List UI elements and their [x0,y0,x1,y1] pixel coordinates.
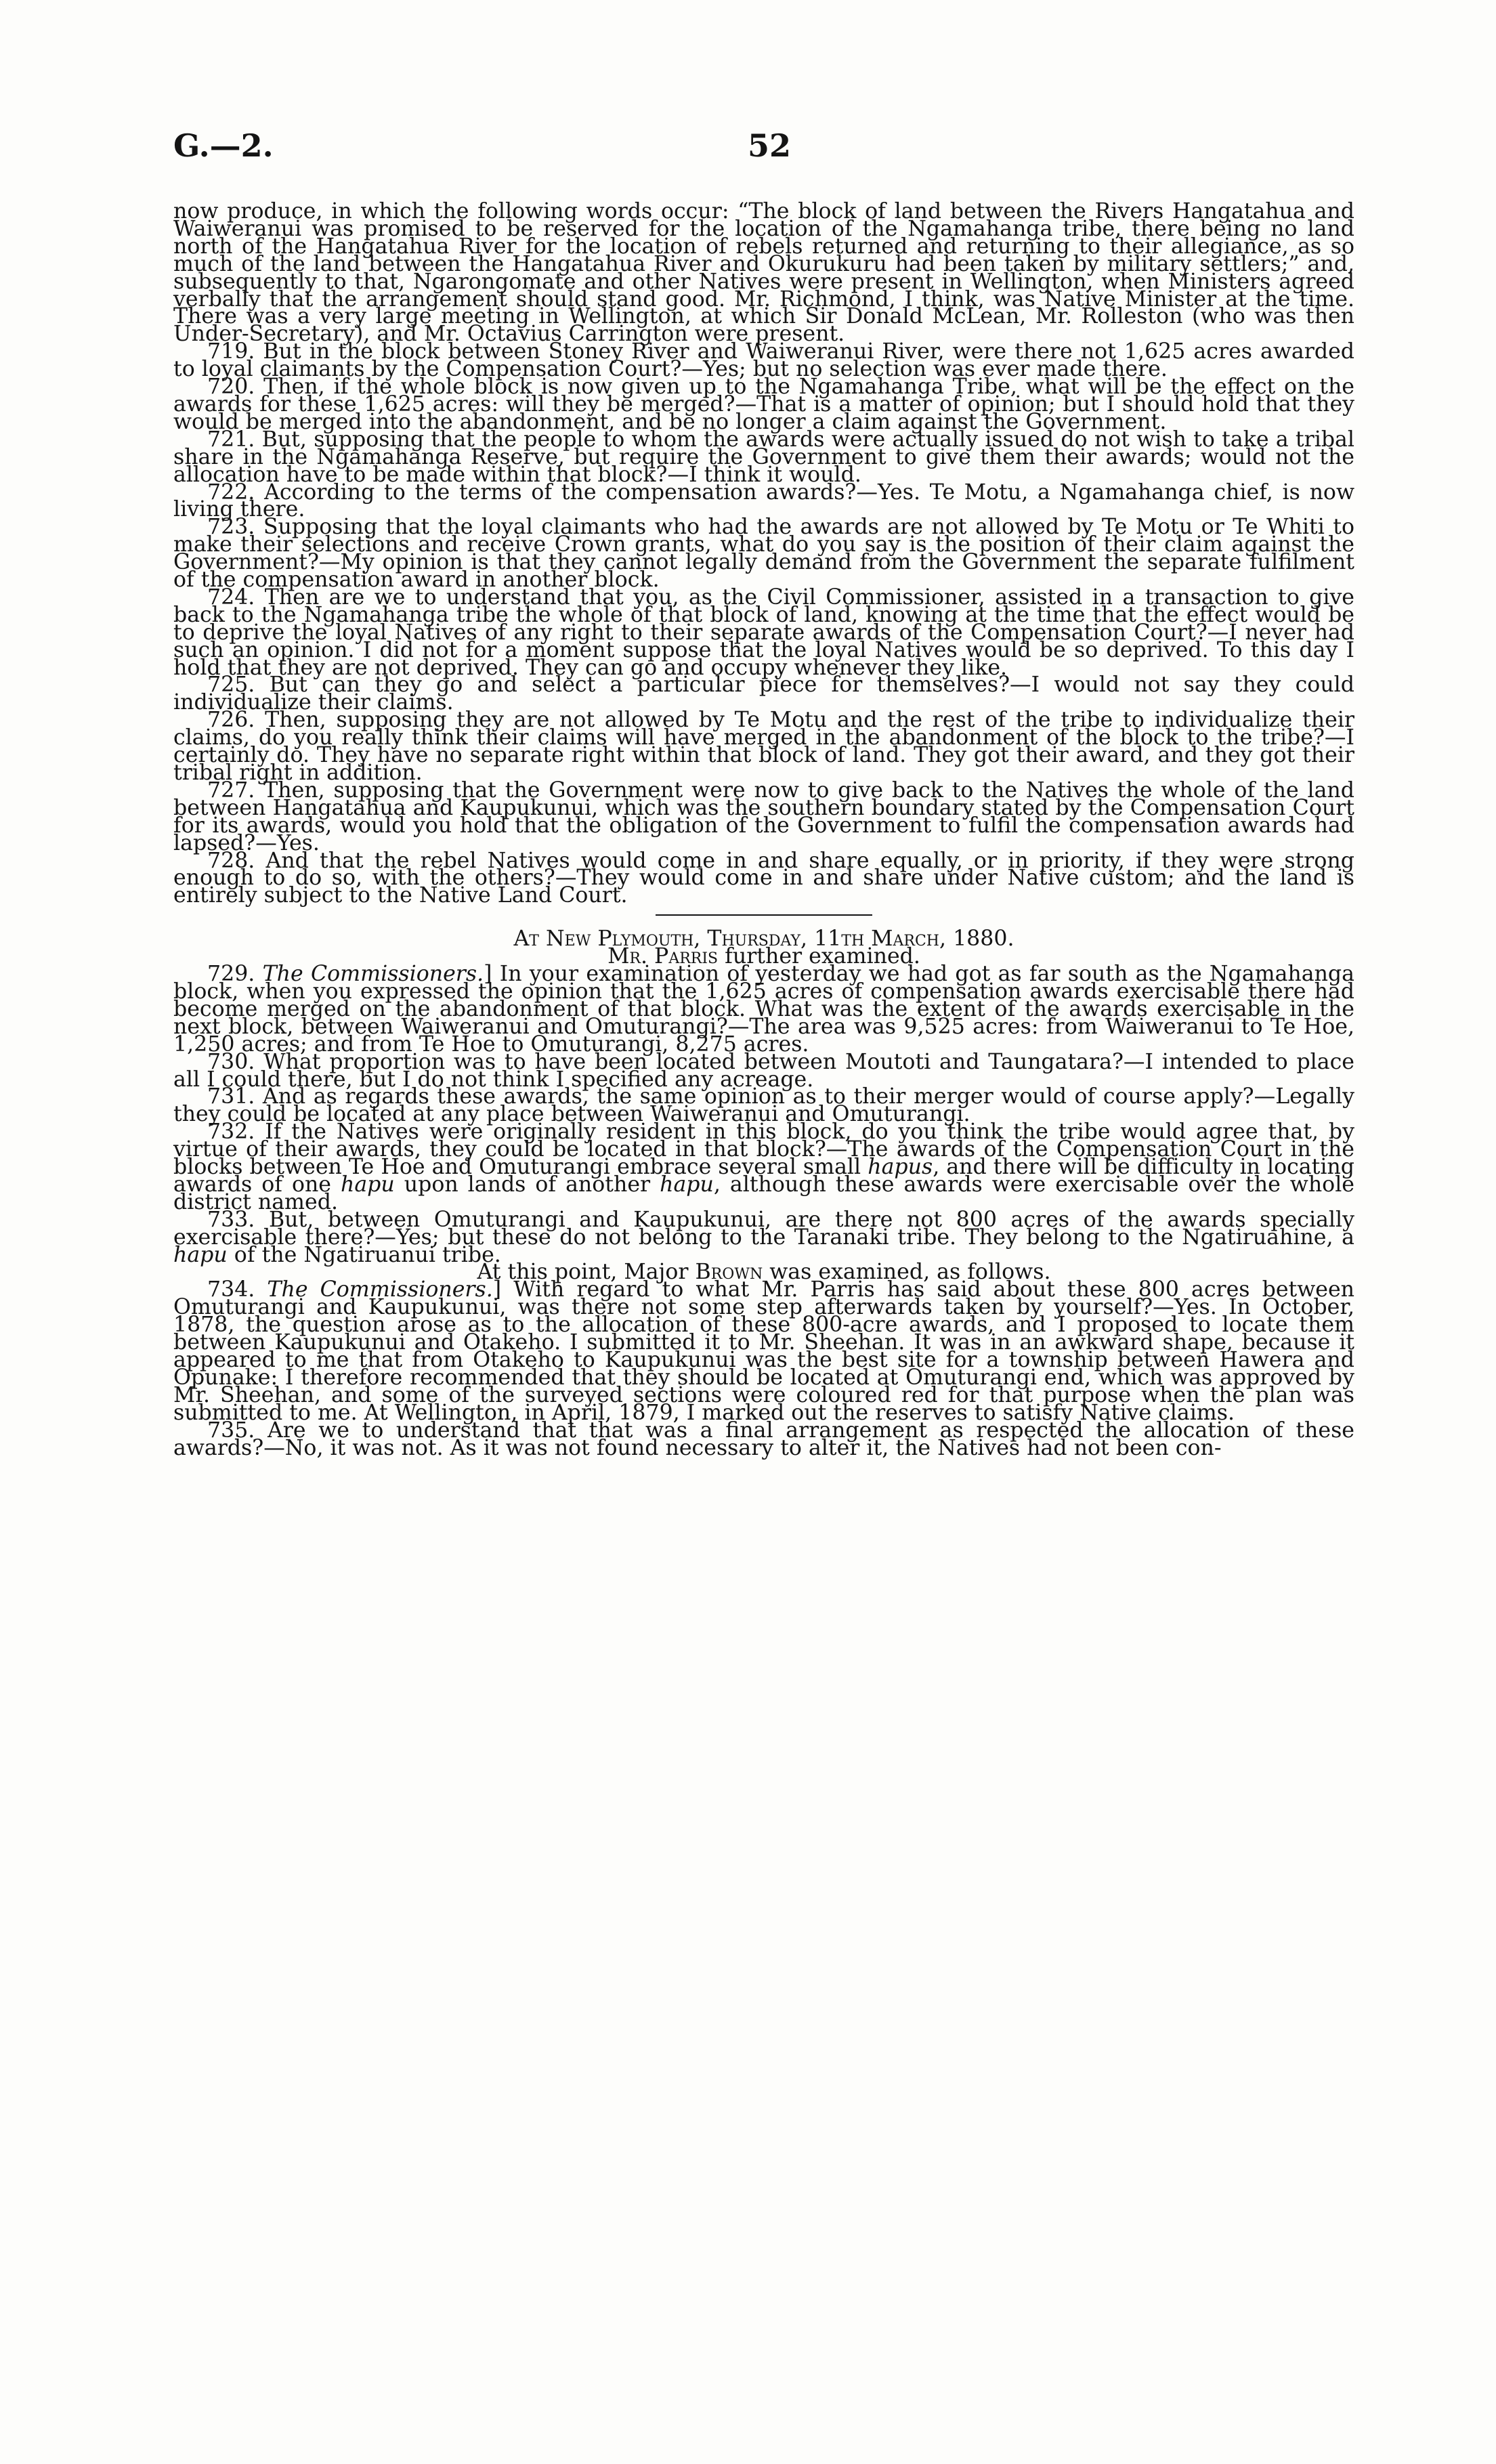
question-725: 725. But can they go and select a particular piece for themselves?—I would not say they could individualize their claims. [173,673,1354,715]
question-726: 726. Then, supposing they are not allowed by Te Motu and the rest of the tribe to individualize their claims, do you really think their claims will have merged in the abandonment of the block to the tribe?—I certainly do. They have no separate right within that block of land. They got their award, and they got their tribal right in addition. [173,708,1354,785]
speaker-label: The Commissioners. [267,1277,493,1302]
speaker-label: The Commissioners. [262,962,484,987]
question-text: 733. But, between Omuturangi and Kaupukunui, are there not 800 acres of the awards specially exercisable there?—Yes; but these do not belong to the Taranaki tribe. They belong to the Ngatiruahine, a [173,1207,1354,1250]
examination-suffix: further examined. [718,944,920,969]
question-text: , and there will be difficulty in locating awards of one [173,1155,1354,1197]
question-729 [173,962,1354,1057]
question-text: ] In your examination of yesterday we had got as far south as the Ngamahanga block, when you expressed the opinion that the 1,625 acres of compensation awards exercisable there had become merged on the abandonment of that block. What was the extent of the awards exercisable in the next block, between Waiweranui and Omuturangi?—The area was 9,525 acres: from Waiweranui to Te Hoe, 1,250 acres; and from Te Hoe to Omuturangi, 8,275 acres. [173,962,1354,1057]
italic-term: hapu [341,1172,395,1197]
italic-term: hapus [868,1155,933,1180]
question-text: of the Ngatiruanui tribe. [227,1242,501,1267]
document-reference: G.—2. [173,127,274,164]
question-text: , although these awards were exercisable over the whole district named. [173,1172,1354,1214]
question-722: 722. According to the terms of the compensation awards?—Yes. Te Motu, a Ngamahanga chief, is now living there. [173,480,1354,522]
interjection-suffix: was examined, as follows. [763,1260,1051,1285]
question-727: 727. Then, supposing that the Government were now to give back to the Natives the whole of the land between Hangatahua and Kaupukunui, which was the southern boundary stated by the Compensation Court for its awards, would you hold that the obligation of the Government to fulfil the compensation awards had lapsed?—Yes. [173,778,1354,855]
question-text: 732. If the Natives were originally resident in this block, do you think the tribe would agree that, by virtue of their awards, they could be located in that block?—The awards of the Compensation Court in the blocks between Te Hoe and Omuturangi embrace several small [173,1120,1354,1180]
question-721: 721. But, supposing that the people to whom the awards were actually issued do not wish to take a tribal share in the Ngamahanga Reserve, but require the Government to give them their awards; would not the allocation have to be made within that block?—I think it would. [173,427,1354,487]
question-731: 731. And as regards these awards, the same opinion as to their merger would of course apply?—Legally they could be located at any place between Waiweranui and Omuturangi. [173,1084,1354,1127]
page-number: 52 [748,127,792,164]
session-heading: At New Plymouth, Thursday, 11th March, 1880. [513,927,1014,952]
question-number: 734. [207,1277,268,1302]
question-text: ] With regard to what Mr. Parris has said about these 800 acres between Omuturangi and Kaupukunui, was there not some step afterwards taken by yourself?—Yes. In October, 1878, the question arose as to the allocation of these 800-acre awards, and I proposed to locate them between Kaupukunui and Otakeho. I submitted it to Mr. Sheehan. It was in an awkward shape, because it appeared to me that from Otakeho to Kaupukunui was the best site for a township between Hawera and Opunake: I therefore recommended that they should be located at Omuturangi end, which was approved by Mr. Sheehan, and some of the surveyed sections were coloured red for that purpose when the plan was submitted to me. At Wellington, in April, 1879, I marked out the reserves to satisfy Native claims. [173,1277,1354,1425]
question-734 [173,1277,1354,1425]
question-728: 728. And that the rebel Natives would come in and share equally, or in priority, if they were strong enough to do so, with the others?—They would come in and share under Native custom; and the land is entirely subject to the Native Land Court. [173,848,1354,908]
opening-paragraph: now produce, in which the following words occur: “The block of land between the Rivers Hangatahua and Waiweranui was promised to be reserved for the location of the Ngamahanga tribe, there being no land north of the Hangatahua River for the location of rebels returned and returning to their allegiance, as so much of the land between the Hangatahua River and Okurukuru had been taken by military settlers;” and, subsequently to that, Ngarongomate and other Natives were present in Wellington, when Ministers agreed verbally that the arrangement should stand good. Mr. Richmond, I think, was Native Minister at the time. There was a very large meeting in Wellington, at which Sir Donald McLean, Mr. Rolleston (who was then Under-Secretary), and Mr. Octavius Carrington were present. [173,199,1354,347]
question-number: 729. [207,962,263,987]
question-735: 735. Are we to understand that that was a final arrangement as respected the allocation of these awards?—No, it was not. As it was not found necessary to alter it, the Natives had not been con- [173,1418,1354,1460]
document-body [173,199,1354,1460]
italic-term: hapu [660,1172,714,1197]
witness-name: Brown [695,1260,763,1285]
question-719: 719. But in the block between Stoney River and Waiweranui River, were there not 1,625 acres awarded to loyal claimants by the Compensation Court?—Yes; but no selection was ever made there. [173,339,1354,382]
question-732 [173,1120,1354,1214]
question-730: 730. What proportion was to have been located between Moutoti and Taungatara?—I intended to place all I could there, but I do not think I specified any acreage. [173,1049,1354,1092]
question-724: 724. Then are we to understand that you, as the Civil Commissioner, assisted in a transaction to give back to the Ngamahanga tribe the whole of that block of land, knowing at the time that the effect would be to deprive the loyal Natives of any right to their separate awards of the Compensation Court?—I never had such an opinion. I did not for a moment suppose that the loyal Natives would be so deprived. To this day I hold that they are not deprived. They can go and occupy whenever they like. [173,585,1354,680]
question-733 [173,1207,1354,1267]
interjection-prefix: At this point, Major [477,1260,696,1285]
witness-name: Mr. Parris [607,944,719,969]
question-text: upon lands of another [394,1172,660,1197]
page-header [173,127,1354,175]
question-720: 720. Then, if the whole block is now given up to the Ngamahanga Tribe, what will be the effect on the awards for these 1,625 acres: will they be merged?—That is a matter of opinion; but I should hold that they would be merged into the abandonment, and be no longer a claim against the Government. [173,375,1354,434]
italic-term: hapu [173,1242,228,1267]
section-divider [656,914,872,916]
question-723: 723. Supposing that the loyal claimants who had the awards are not allowed by Te Motu or Te Whiti to make their selections and receive Crown grants, what do you say is the position of their claim against the Government?—My opinion is that they cannot legally demand from the Government the separate fulfilment of the compensation award in another block. [173,515,1354,593]
